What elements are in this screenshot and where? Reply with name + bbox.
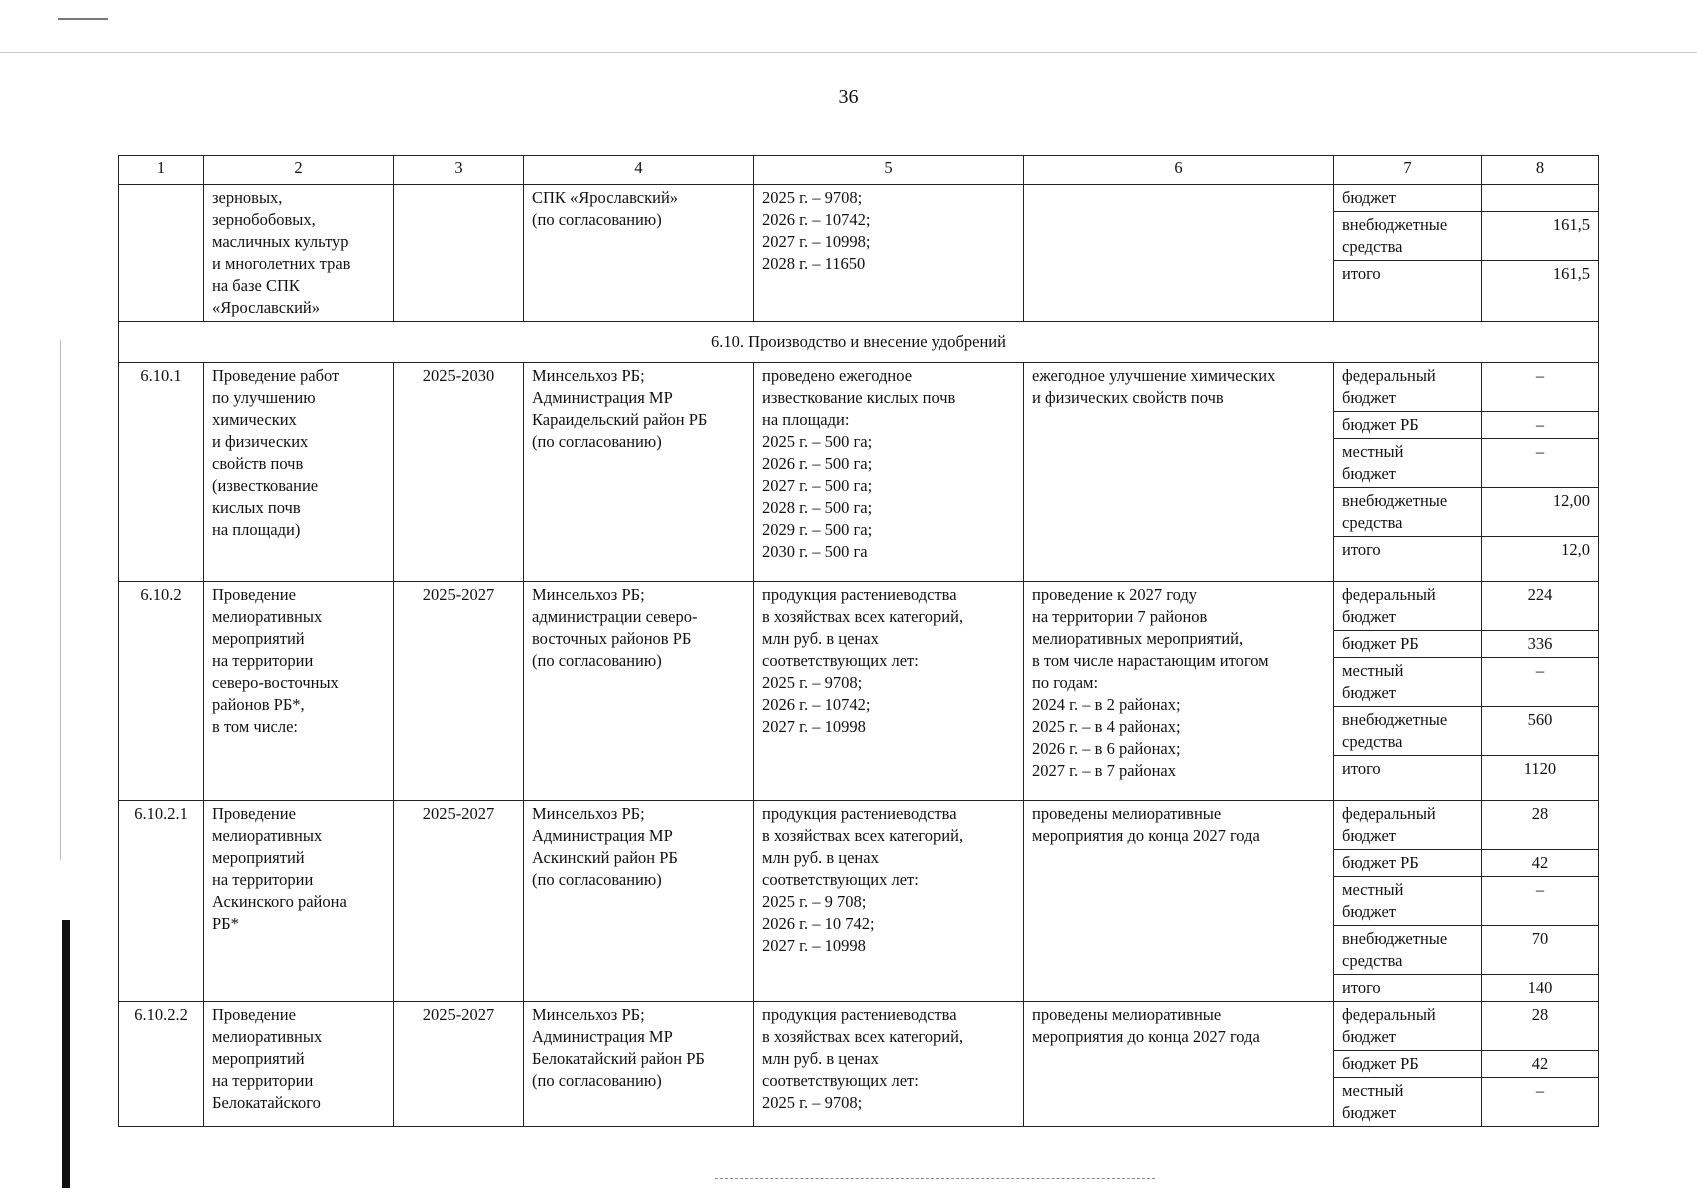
executor-cell: Минсельхоз РБ; Администрация МР Аскинский район РБ (по согласованию) — [524, 801, 754, 1002]
funding-source: федеральный бюджет — [1334, 801, 1482, 850]
row-number: 6.10.1 — [119, 363, 204, 582]
scan-edge-line — [0, 52, 1697, 53]
funding-source: бюджет РБ — [1334, 412, 1482, 439]
funding-source: федеральный бюджет — [1334, 363, 1482, 412]
funding-source: бюджет РБ — [1334, 850, 1482, 877]
column-number: 5 — [754, 156, 1024, 185]
section-title: 6.10. Производство и внесение удобрений — [119, 322, 1599, 363]
column-number-row — [119, 156, 1599, 185]
page-number: 36 — [838, 86, 859, 108]
funding-source: местный бюджет — [1334, 1078, 1482, 1127]
funding-amount: 140 — [1482, 975, 1599, 1002]
indicator-cell: продукция растениеводства в хозяйствах всех категорий, млн руб. в ценах соответствующих лет: 2025 г. – 9708; — [754, 1002, 1024, 1127]
period: 2025-2027 — [394, 801, 524, 1002]
result-cell — [1024, 185, 1334, 322]
measure-name-cell: Проведение мелиоративных мероприятий на территории Белокатайского — [204, 1002, 394, 1127]
funding-source: внебюджетные средства — [1334, 488, 1482, 537]
table-row — [119, 363, 1599, 412]
funding-amount: 70 — [1482, 926, 1599, 975]
funding-source: бюджет РБ — [1334, 631, 1482, 658]
funding-amount: 12,00 — [1482, 488, 1599, 537]
funding-source: бюджет РБ — [1334, 1051, 1482, 1078]
executor-cell: Минсельхоз РБ; администрации северо- восточных районов РБ (по согласованию) — [524, 582, 754, 801]
funding-amount: – — [1482, 658, 1599, 707]
funding-source: итого — [1334, 756, 1482, 801]
funding-amount: 560 — [1482, 707, 1599, 756]
column-number: 3 — [394, 156, 524, 185]
funding-amount: 28 — [1482, 801, 1599, 850]
row-number-cell — [119, 185, 204, 322]
column-number: 6 — [1024, 156, 1334, 185]
scan-edge-line — [715, 1178, 1155, 1180]
row-number: 6.10.2.1 — [119, 801, 204, 1002]
funding-source: местный бюджет — [1334, 658, 1482, 707]
funding-amount: 224 — [1482, 582, 1599, 631]
executor-cell: СПК «Ярославский» (по согласованию) — [524, 185, 754, 322]
period: 2025-2027 — [394, 582, 524, 801]
funding-amount: 42 — [1482, 1051, 1599, 1078]
funding-source: итого — [1334, 261, 1482, 322]
funding-source: внебюджетные средства — [1334, 926, 1482, 975]
funding-source: внебюджетные средства — [1334, 212, 1482, 261]
funding-amount: – — [1482, 412, 1599, 439]
period: 2025-2027 — [394, 1002, 524, 1127]
funding-source: местный бюджет — [1334, 439, 1482, 488]
funding-amount: 12,0 — [1482, 537, 1599, 582]
period-cell — [394, 185, 524, 322]
indicator-cell: продукция растениеводства в хозяйствах всех категорий, млн руб. в ценах соответствующих лет: 2025 г. – 9 708; 2026 г. – 10 742; 2027 г. – 10998 — [754, 801, 1024, 1002]
measure-name-cell: Проведение мелиоративных мероприятий на территории северо-восточных районов РБ*, в том числе: — [204, 582, 394, 801]
table-row — [119, 1002, 1599, 1051]
funding-source: бюджет — [1334, 185, 1482, 212]
funding-amount: 336 — [1482, 631, 1599, 658]
program-table — [118, 155, 1599, 1127]
funding-amount: – — [1482, 1078, 1599, 1127]
result-cell: проведены мелиоративные мероприятия до конца 2027 года — [1024, 801, 1334, 1002]
funding-amount — [1482, 185, 1599, 212]
funding-amount: – — [1482, 363, 1599, 412]
funding-amount: 161,5 — [1482, 261, 1599, 322]
table-row — [119, 185, 1599, 212]
scan-mark — [58, 18, 108, 20]
scan-edge-line — [60, 340, 61, 860]
row-number: 6.10.2 — [119, 582, 204, 801]
funding-source: федеральный бюджет — [1334, 582, 1482, 631]
executor-cell: Минсельхоз РБ; Администрация МР Белокатайский район РБ (по согласованию) — [524, 1002, 754, 1127]
funding-amount: 161,5 — [1482, 212, 1599, 261]
funding-source: внебюджетные средства — [1334, 707, 1482, 756]
table-row — [119, 801, 1599, 850]
column-number: 1 — [119, 156, 204, 185]
funding-amount: – — [1482, 439, 1599, 488]
funding-source: федеральный бюджет — [1334, 1002, 1482, 1051]
executor-cell: Минсельхоз РБ; Администрация МР Караидельский район РБ (по согласованию) — [524, 363, 754, 582]
result-cell: ежегодное улучшение химических и физических свойств почв — [1024, 363, 1334, 582]
period: 2025-2030 — [394, 363, 524, 582]
funding-amount: 1120 — [1482, 756, 1599, 801]
column-number: 8 — [1482, 156, 1599, 185]
scan-binding-bar — [62, 920, 70, 1188]
column-number: 7 — [1334, 156, 1482, 185]
column-number: 2 — [204, 156, 394, 185]
result-cell: проведение к 2027 году на территории 7 районов мелиоративных мероприятий, в том числе нарастающим итогом по годам: 2024 г. – в 2 районах; 2025 г. – в 4 районах; 2026 г. – в 6 районах; 2027 г. – в 7 районах — [1024, 582, 1334, 801]
indicator-cell: продукция растениеводства в хозяйствах всех категорий, млн руб. в ценах соответствующих лет: 2025 г. – 9708; 2026 г. – 10742; 2027 г. – 10998 — [754, 582, 1024, 801]
row-number: 6.10.2.2 — [119, 1002, 204, 1127]
column-number: 4 — [524, 156, 754, 185]
indicator-cell: проведено ежегодное известкование кислых почв на площади: 2025 г. – 500 га; 2026 г. – 500 га; 2027 г. – 500 га; 2028 г. – 500 га; 2029 г. – 500 га; 2030 г. – 500 га — [754, 363, 1024, 582]
measure-name-cell: зерновых, зернобобовых, масличных культур и многолетних трав на базе СПК «Ярославский» — [204, 185, 394, 322]
measure-name-cell: Проведение работ по улучшению химических и физических свойств почв (известкование кислых почв на площади) — [204, 363, 394, 582]
funding-amount: – — [1482, 877, 1599, 926]
measure-name-cell: Проведение мелиоративных мероприятий на территории Аскинского района РБ* — [204, 801, 394, 1002]
indicator-cell: 2025 г. – 9708; 2026 г. – 10742; 2027 г. – 10998; 2028 г. – 11650 — [754, 185, 1024, 322]
funding-source: итого — [1334, 975, 1482, 1002]
result-cell: проведены мелиоративные мероприятия до конца 2027 года — [1024, 1002, 1334, 1127]
funding-amount: 42 — [1482, 850, 1599, 877]
table-row — [119, 582, 1599, 631]
funding-source: итого — [1334, 537, 1482, 582]
funding-source: местный бюджет — [1334, 877, 1482, 926]
funding-amount: 28 — [1482, 1002, 1599, 1051]
section-row — [119, 322, 1599, 363]
